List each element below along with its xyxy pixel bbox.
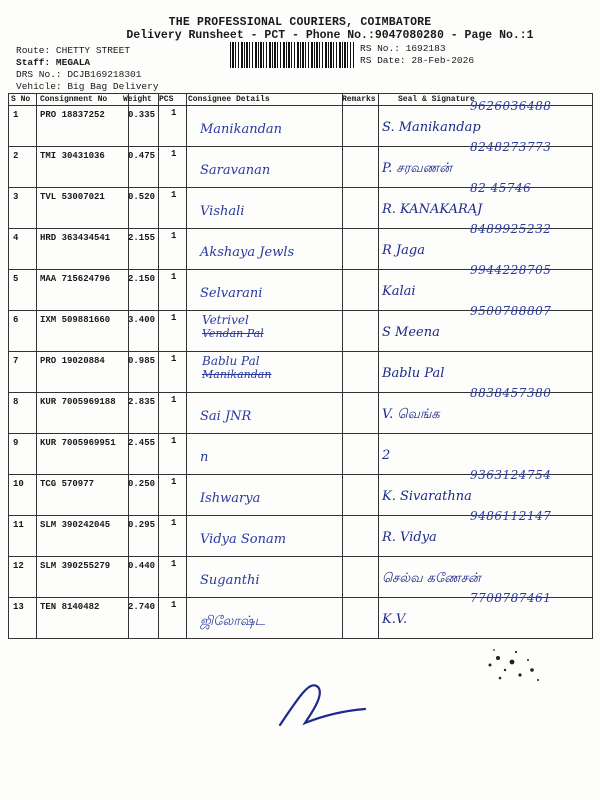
row-weight: 0.985	[128, 356, 156, 366]
row-weight: 2.740	[128, 602, 156, 612]
row-pcs: 1	[171, 354, 177, 364]
row-consignee: Bablu Pal	[202, 354, 260, 368]
drs-line	[16, 69, 141, 80]
row-sno: 9	[13, 438, 19, 448]
row-signature: K.V.	[382, 612, 408, 627]
col-consignee-header: Consignee Details	[188, 95, 270, 104]
row-sno: 8	[13, 397, 19, 407]
row-phone: 8838457380	[470, 386, 552, 400]
row-sno: 1	[13, 110, 19, 120]
drs-value: DCJB169218301	[67, 69, 142, 80]
col-seal-header: Seal & Signature	[398, 95, 475, 104]
row-pcs: 1	[171, 190, 177, 200]
row-weight: 2.835	[128, 397, 156, 407]
rs-no-line	[360, 43, 446, 54]
row-consignee: Ishwarya	[200, 491, 261, 506]
row-signature: V. வெங்க	[382, 407, 440, 422]
row-phone: 9500788807	[470, 304, 552, 318]
row-consignee: Vidya Sonam	[200, 532, 287, 547]
row-weight: 2.155	[128, 233, 156, 243]
row-consignment: TEN 8140482	[40, 602, 100, 612]
row-phone: 9486112147	[470, 509, 552, 523]
row-weight: 0.475	[128, 151, 156, 161]
row-consignment: TVL 53007021	[40, 192, 105, 202]
row-phone: 7708787461	[470, 591, 552, 605]
row-consignment: SLM 390242045	[40, 520, 111, 530]
row-consignee: ஜிலோஷ்ட	[200, 614, 265, 629]
drs-label: DRS No.:	[16, 69, 62, 80]
staff-label: Staff:	[16, 57, 51, 68]
vehicle-value: Big Bag Delivery	[67, 81, 159, 92]
row-weight: 0.335	[128, 110, 156, 120]
row-signature: செல்வ கணேசன்	[382, 571, 481, 586]
route-line	[16, 45, 130, 56]
ink-smudge	[470, 640, 550, 690]
row-consignment: KUR 7005969188	[40, 397, 116, 407]
row-signature: Kalai	[382, 284, 416, 299]
rs-date-line	[360, 55, 474, 66]
runsheet-table	[8, 93, 593, 639]
row-sno: 13	[13, 602, 24, 612]
row-sno: 6	[13, 315, 19, 325]
staff-line	[16, 57, 90, 68]
row-pcs: 1	[171, 518, 177, 528]
row-weight: 2.455	[128, 438, 156, 448]
col-pcs-header: PCS	[159, 95, 174, 104]
col-remarks-header: Remarks	[342, 95, 376, 104]
route-label: Route:	[16, 45, 51, 56]
row-pcs: 1	[171, 600, 177, 610]
row-consignment: SLM 390255279	[40, 561, 111, 571]
row-consignment: HRD 363434541	[40, 233, 111, 243]
col-sno-header: S No	[11, 95, 31, 104]
row-phone: 82 45746	[470, 181, 532, 195]
row-consignee: Vetrivel	[202, 313, 249, 327]
rs-no-label: RS No.:	[360, 43, 400, 54]
runsheet-subtitle: Delivery Runsheet - PCT - Phone No.:9047080280 - Page No.:1	[126, 29, 534, 42]
row-signature: R. Vidya	[382, 530, 437, 545]
row-pcs: 1	[171, 395, 177, 405]
barcode	[230, 42, 354, 68]
row-signature: S Meena	[382, 325, 440, 340]
row-consignment: TCG 570977	[40, 479, 95, 489]
row-pcs: 1	[171, 436, 177, 446]
row-consignment: KUR 7005969951	[40, 438, 116, 448]
row-consignment: MAA 715624796	[40, 274, 111, 284]
company-name: THE PROFESSIONAL COURIERS, COIMBATORE	[168, 16, 432, 29]
row-sno: 2	[13, 151, 19, 161]
row-sno: 10	[13, 479, 24, 489]
row-pcs: 1	[171, 231, 177, 241]
row-consignee: Akshaya Jewls	[200, 245, 295, 260]
row-phone: 9626036488	[470, 99, 552, 113]
row-consignee: Suganthi	[200, 573, 260, 588]
row-signature: K. Sivarathna	[382, 489, 472, 504]
row-pcs: 1	[171, 559, 177, 569]
staff-value: MEGALA	[55, 57, 91, 68]
row-consignment: PRO 18837252	[40, 110, 105, 120]
row-phone: 8248273773	[470, 140, 552, 154]
row-signature: S. Manikandap	[382, 120, 481, 135]
row-signature: 2	[382, 448, 391, 463]
row-sno: 5	[13, 274, 19, 284]
row-phone: 9363124754	[470, 468, 552, 482]
row-weight: 0.520	[128, 192, 156, 202]
row-signature: P. சரவணன்	[382, 161, 452, 176]
row-weight: 0.295	[128, 520, 156, 530]
row-pcs: 1	[171, 272, 177, 282]
rs-date-label: RS Date:	[360, 55, 406, 66]
row-consignee-struck: Manikandan	[202, 368, 272, 381]
row-consignee: Manikandan	[200, 122, 283, 137]
row-weight: 3.400	[128, 315, 156, 325]
rs-no-value: 1692183	[405, 43, 446, 54]
row-signature: Bablu Pal	[382, 366, 445, 381]
row-signature: R. KANAKARAJ	[382, 202, 483, 217]
row-sno: 7	[13, 356, 19, 366]
vehicle-label: Vehicle:	[16, 81, 62, 92]
row-consignment: TMI 30431036	[40, 151, 105, 161]
row-phone: 9944228705	[470, 263, 552, 277]
row-consignee-struck: Vendan Pal	[202, 327, 264, 340]
row-pcs: 1	[171, 477, 177, 487]
row-weight: 0.440	[128, 561, 156, 571]
row-pcs: 1	[171, 149, 177, 159]
row-pcs: 1	[171, 108, 177, 118]
row-consignee: n	[200, 450, 209, 465]
vehicle-line	[16, 81, 159, 92]
row-consignee: Sai JNR	[200, 409, 252, 424]
row-consignment: PRO 19020884	[40, 356, 105, 366]
route-value: CHETTY STREET	[55, 45, 131, 56]
row-consignee: Saravanan	[200, 163, 271, 178]
row-pcs: 1	[171, 313, 177, 323]
col-consignment-header: Consignment No	[40, 95, 108, 104]
row-weight: 0.250	[128, 479, 156, 489]
row-sno: 4	[13, 233, 19, 243]
rs-date-value: 28-Feb-2026	[411, 55, 475, 66]
staff-signature-doodle	[270, 675, 380, 735]
row-consignee: Selvarani	[200, 286, 263, 301]
row-consignee: Vishali	[200, 204, 245, 219]
row-sno: 3	[13, 192, 19, 202]
row-signature: R Jaga	[382, 243, 425, 258]
col-weight-header: Weight	[123, 95, 152, 104]
row-phone: 8489925232	[470, 222, 552, 236]
row-weight: 2.150	[128, 274, 156, 284]
row-sno: 12	[13, 561, 24, 571]
row-sno: 11	[13, 520, 24, 530]
row-consignment: IXM 509881660	[40, 315, 111, 325]
